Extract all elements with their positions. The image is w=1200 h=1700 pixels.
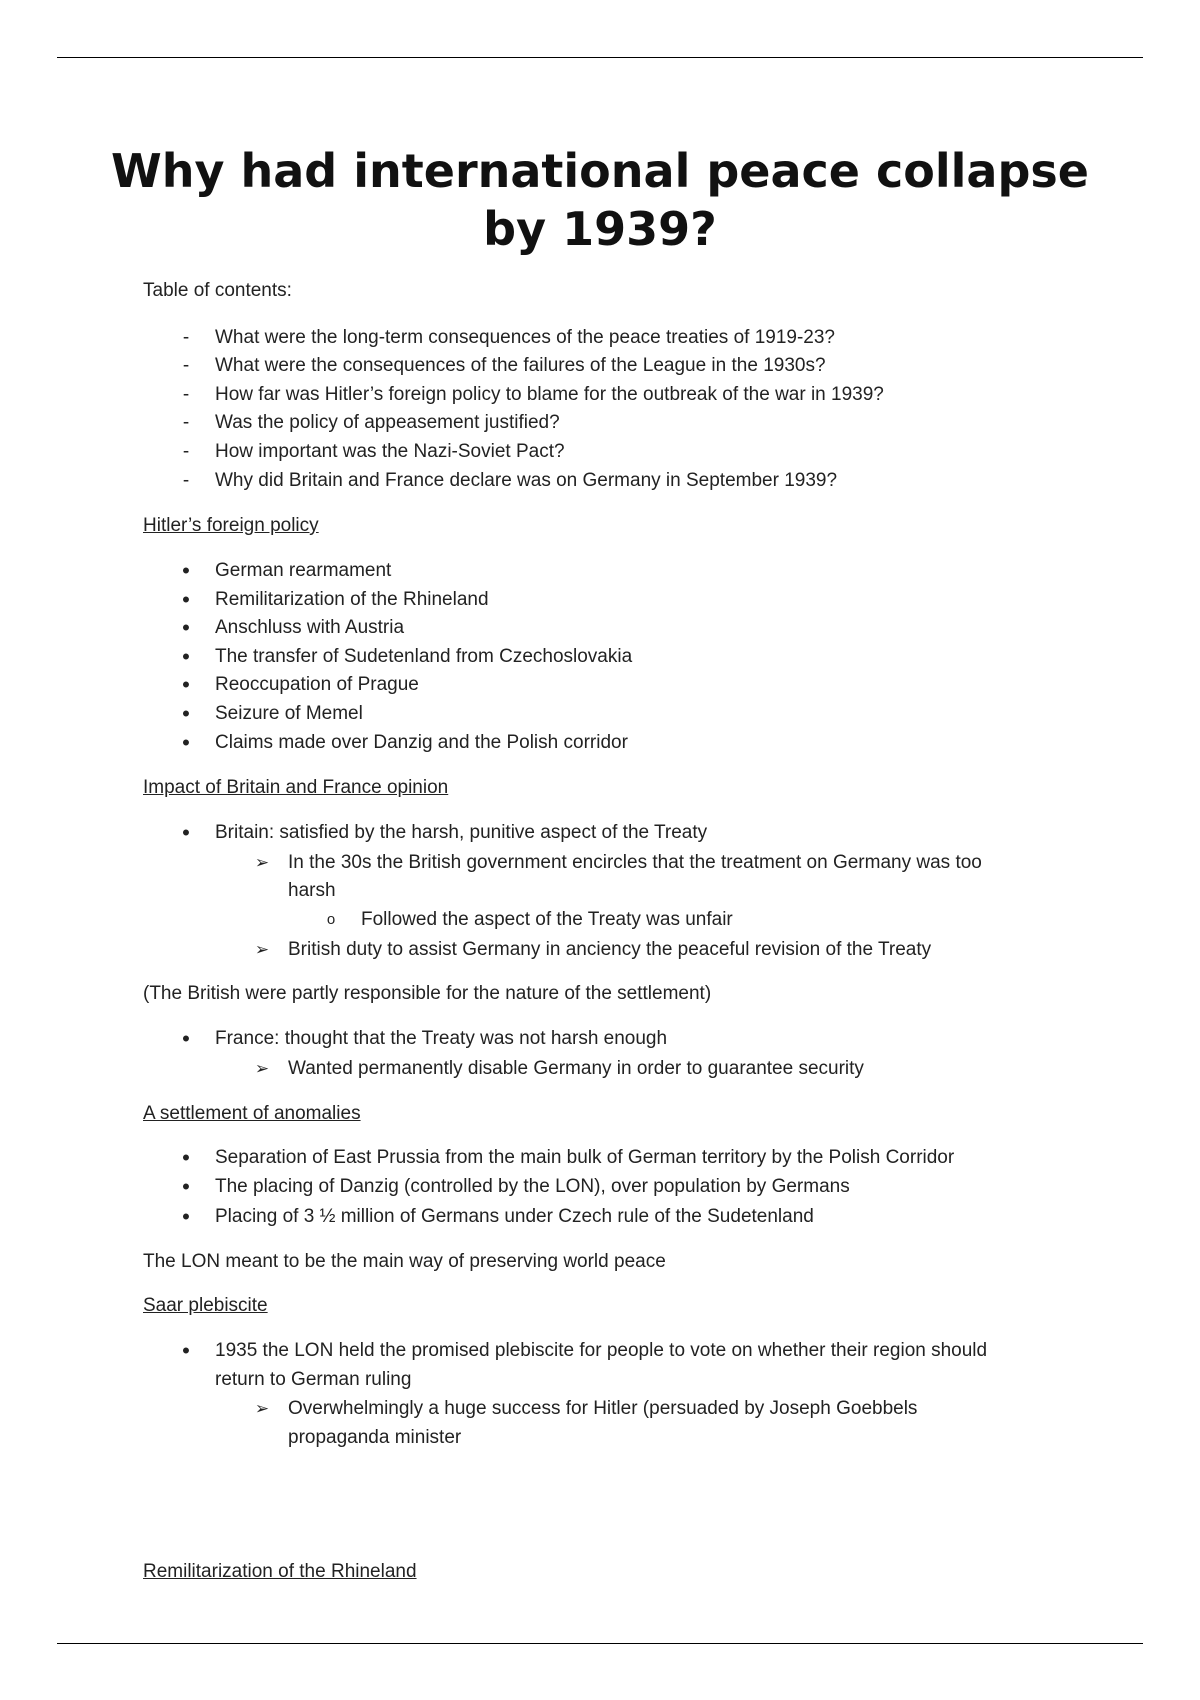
list-item: France: thought that the Treaty was not harsh enough bbox=[215, 1028, 668, 1049]
bullet-marker: • bbox=[182, 1338, 190, 1363]
list-item: The transfer of Sudetenland from Czechoslovakia bbox=[215, 646, 633, 667]
toc-label: Table of contents: bbox=[143, 280, 292, 301]
dash-marker: - bbox=[182, 384, 190, 405]
list-item: Separation of East Prussia from the main bulk of German territory by the Polish Corridor bbox=[215, 1147, 955, 1168]
section-heading-impact: Impact of Britain and France opinion bbox=[143, 777, 449, 798]
list-item: The placing of Danzig (controlled by the LON), over population by Germans bbox=[215, 1176, 850, 1197]
section-heading-anomalies: A settlement of anomalies bbox=[143, 1103, 361, 1124]
list-item: Anschluss with Austria bbox=[215, 617, 405, 638]
list-item-continued: return to German ruling bbox=[215, 1369, 412, 1390]
toc-item: How important was the Nazi-Soviet Pact? bbox=[215, 441, 565, 462]
list-item: German rearmament bbox=[215, 560, 392, 581]
bullet-marker: • bbox=[182, 587, 190, 612]
page-title: Why had international peace collapse by 1939? bbox=[111, 144, 1089, 256]
list-item: Placing of 3 ½ million of Germans under Czech rule of the Sudetenland bbox=[215, 1206, 814, 1227]
dash-marker: - bbox=[182, 441, 190, 462]
toc-item: How far was Hitler’s foreign policy to blame for the outbreak of the war in 1939? bbox=[215, 384, 884, 405]
list-item: 1935 the LON held the promised plebiscite for people to vote on whether their region should bbox=[215, 1340, 988, 1361]
circle-marker: o bbox=[326, 911, 336, 928]
bullet-marker: • bbox=[182, 1026, 190, 1051]
arrow-marker: ➢ bbox=[254, 1399, 270, 1418]
top-rule bbox=[57, 57, 1143, 58]
toc-item: What were the consequences of the failures of the League in the 1930s? bbox=[215, 355, 826, 376]
sub-list-item: In the 30s the British government encircles that the treatment on Germany was too bbox=[288, 852, 982, 873]
dash-marker: - bbox=[182, 412, 190, 433]
section-heading-hitler: Hitler’s foreign policy bbox=[143, 515, 319, 536]
list-item: Remilitarization of the Rhineland bbox=[215, 589, 489, 610]
bullet-marker: • bbox=[182, 820, 190, 845]
bullet-marker: • bbox=[182, 701, 190, 726]
paragraph: (The British were partly responsible for the nature of the settlement) bbox=[143, 983, 712, 1004]
sub-list-item: Overwhelmingly a huge success for Hitler (persuaded by Joseph Goebbels bbox=[288, 1398, 918, 1419]
bullet-marker: • bbox=[182, 558, 190, 583]
bullet-marker: • bbox=[182, 672, 190, 697]
sub-list-item-continued: propaganda minister bbox=[288, 1427, 462, 1448]
dash-marker: - bbox=[182, 470, 190, 491]
list-item: Reoccupation of Prague bbox=[215, 674, 419, 695]
bullet-marker: • bbox=[182, 1174, 190, 1199]
toc-item: Was the policy of appeasement justified? bbox=[215, 412, 560, 433]
arrow-marker: ➢ bbox=[254, 940, 270, 959]
dash-marker: - bbox=[182, 327, 190, 348]
paragraph: The LON meant to be the main way of preserving world peace bbox=[143, 1251, 666, 1272]
section-heading-rhineland: Remilitarization of the Rhineland bbox=[143, 1561, 417, 1582]
toc-item: Why did Britain and France declare was on Germany in September 1939? bbox=[215, 470, 838, 491]
arrow-marker: ➢ bbox=[254, 1059, 270, 1078]
bullet-marker: • bbox=[182, 644, 190, 669]
sub-list-item-continued: harsh bbox=[288, 880, 336, 901]
bullet-marker: • bbox=[182, 615, 190, 640]
bottom-rule bbox=[57, 1643, 1143, 1644]
bullet-marker: • bbox=[182, 1204, 190, 1229]
section-heading-saar: Saar plebiscite bbox=[143, 1295, 268, 1316]
sub-sub-list-item: Followed the aspect of the Treaty was unfair bbox=[361, 909, 733, 930]
list-item: Britain: satisfied by the harsh, punitive aspect of the Treaty bbox=[215, 822, 708, 843]
arrow-marker: ➢ bbox=[254, 853, 270, 872]
sub-list-item: Wanted permanently disable Germany in order to guarantee security bbox=[288, 1058, 864, 1079]
list-item: Claims made over Danzig and the Polish corridor bbox=[215, 732, 628, 753]
bullet-marker: • bbox=[182, 730, 190, 755]
list-item: Seizure of Memel bbox=[215, 703, 363, 724]
sub-list-item: British duty to assist Germany in anciency the peaceful revision of the Treaty bbox=[288, 939, 932, 960]
dash-marker: - bbox=[182, 355, 190, 376]
bullet-marker: • bbox=[182, 1145, 190, 1170]
toc-item: What were the long-term consequences of the peace treaties of 1919-23? bbox=[215, 327, 835, 348]
